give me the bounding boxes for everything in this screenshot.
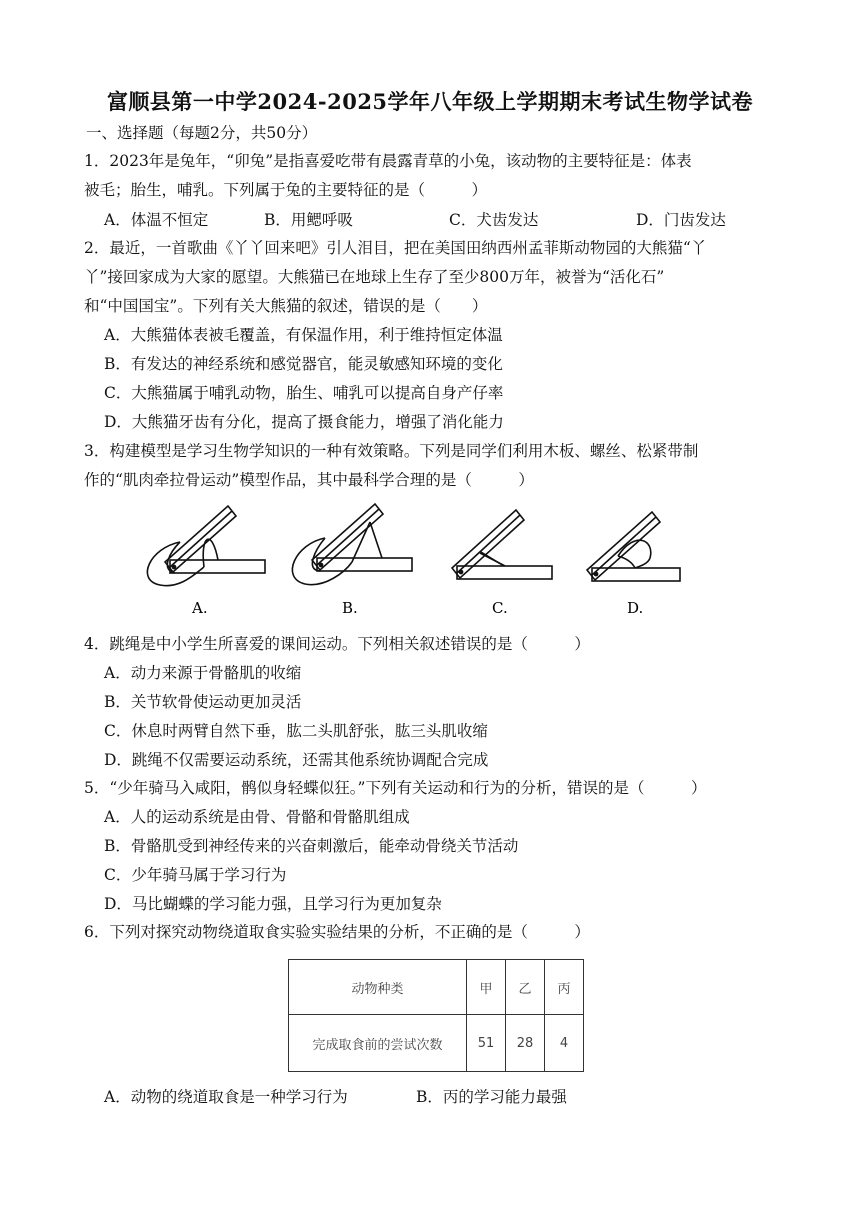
q1-option-c: C．犬齿发达 [449, 211, 539, 229]
table-header-cell: 甲 [467, 960, 506, 1015]
question-3-line-1: 3．构建模型是学习生物学知识的一种有效策略。下列是同学们利用木板、螺丝、松紧带制 [84, 442, 699, 460]
table-header-cell: 乙 [506, 960, 545, 1015]
q5-option-b: B．骨骼肌受到神经传来的兴奋刺激后，能牵动骨绕关节活动 [104, 837, 519, 855]
model-b-figure [292, 504, 412, 585]
muscle-model-figures [140, 500, 700, 625]
model-c-figure [452, 510, 552, 579]
table-row [289, 1015, 584, 1072]
q4-option-a: A．动力来源于骨骼肌的收缩 [104, 664, 302, 682]
model-d-label: D. [627, 599, 644, 617]
q4-option-c: C．休息时两臂自然下垂，肱二头肌舒张，肱三头肌收缩 [104, 722, 488, 740]
model-c-label: C. [492, 599, 508, 617]
question-5-line-1: 5．“少年骑马入咸阳，鹘似身轻蝶似狂。”下列有关运动和行为的分析，错误的是（ ） [84, 779, 707, 797]
q4-option-d: D．跳绳不仅需要运动系统，还需其他系统协调配合完成 [104, 751, 489, 769]
q1-option-d: D．门齿发达 [636, 211, 726, 229]
table-cell: 51 [467, 1015, 506, 1072]
question-4-line-1: 4．跳绳是中小学生所喜爱的课间运动。下列相关叙述错误的是（ ） [84, 635, 590, 653]
model-b-label: B. [342, 599, 358, 617]
question-2-line-1: 2．最近，一首歌曲《丫丫回来吧》引人泪目，把在美国田纳西州孟菲斯动物园的大熊猫“丫 [84, 239, 707, 257]
model-a-label: A. [192, 599, 208, 617]
table-cell: 4 [545, 1015, 584, 1072]
q2-option-d: D．大熊猫牙齿有分化，提高了摄食能力，增强了消化能力 [104, 413, 504, 431]
exam-title: 富顺县第一中学2024-2025学年八年级上学期期末考试生物学试卷 [106, 89, 754, 114]
question-6-line-1: 6．下列对探究动物绕道取食实验实验结果的分析，不正确的是（ ） [84, 923, 590, 941]
q2-option-a: A．大熊猫体表被毛覆盖，有保温作用，利于维持恒定体温 [104, 326, 503, 344]
experiment-table [288, 959, 584, 1072]
question-2-line-2: 丫”接回家成为大家的愿望。大熊猫已在地球上生存了至少800万年，被誉为“活化石” [84, 268, 665, 286]
q2-option-c: C．大熊猫属于哺乳动物，胎生、哺乳可以提高自身产仔率 [104, 384, 504, 402]
table-header-cell: 动物种类 [289, 960, 467, 1015]
section-heading: 一、选择题（每题2分，共50分） [86, 124, 318, 142]
table-cell: 28 [506, 1015, 545, 1072]
question-3-line-2: 作的“肌肉牵拉骨运动”模型作品，其中最科学合理的是（ ） [84, 471, 534, 489]
table-cell: 完成取食前的尝试次数 [289, 1015, 467, 1072]
q1-option-a: A．体温不恒定 [104, 211, 209, 229]
q5-option-a: A．人的运动系统是由骨、骨骼和骨骼肌组成 [104, 808, 410, 826]
question-1-line-1: 1．2023年是兔年，“卯兔”是指喜爱吃带有晨露青草的小兔，该动物的主要特征是：体表 [84, 152, 692, 170]
q6-option-b: B．丙的学习能力最强 [416, 1088, 567, 1106]
model-a-figure [147, 506, 265, 586]
question-1-line-2: 被毛；胎生，哺乳。下列属于兔的主要特征的是（ ） [84, 181, 488, 199]
table-header-row [289, 960, 584, 1015]
q2-option-b: B．有发达的神经系统和感觉器官，能灵敏感知环境的变化 [104, 355, 503, 373]
q5-option-d: D．马比蝴蝶的学习能力强，且学习行为更加复杂 [104, 895, 442, 913]
q5-option-c: C．少年骑马属于学习行为 [104, 866, 287, 884]
question-2-line-3: 和“中国国宝”。下列有关大熊猫的叙述，错误的是（ ） [84, 297, 488, 315]
q6-option-a: A．动物的绕道取食是一种学习行为 [104, 1088, 348, 1106]
q4-option-b: B．关节软骨使运动更加灵活 [104, 693, 302, 711]
table-header-cell: 丙 [545, 960, 584, 1015]
q1-option-b: B．用鳃呼吸 [264, 211, 353, 229]
model-d-figure [587, 512, 680, 581]
